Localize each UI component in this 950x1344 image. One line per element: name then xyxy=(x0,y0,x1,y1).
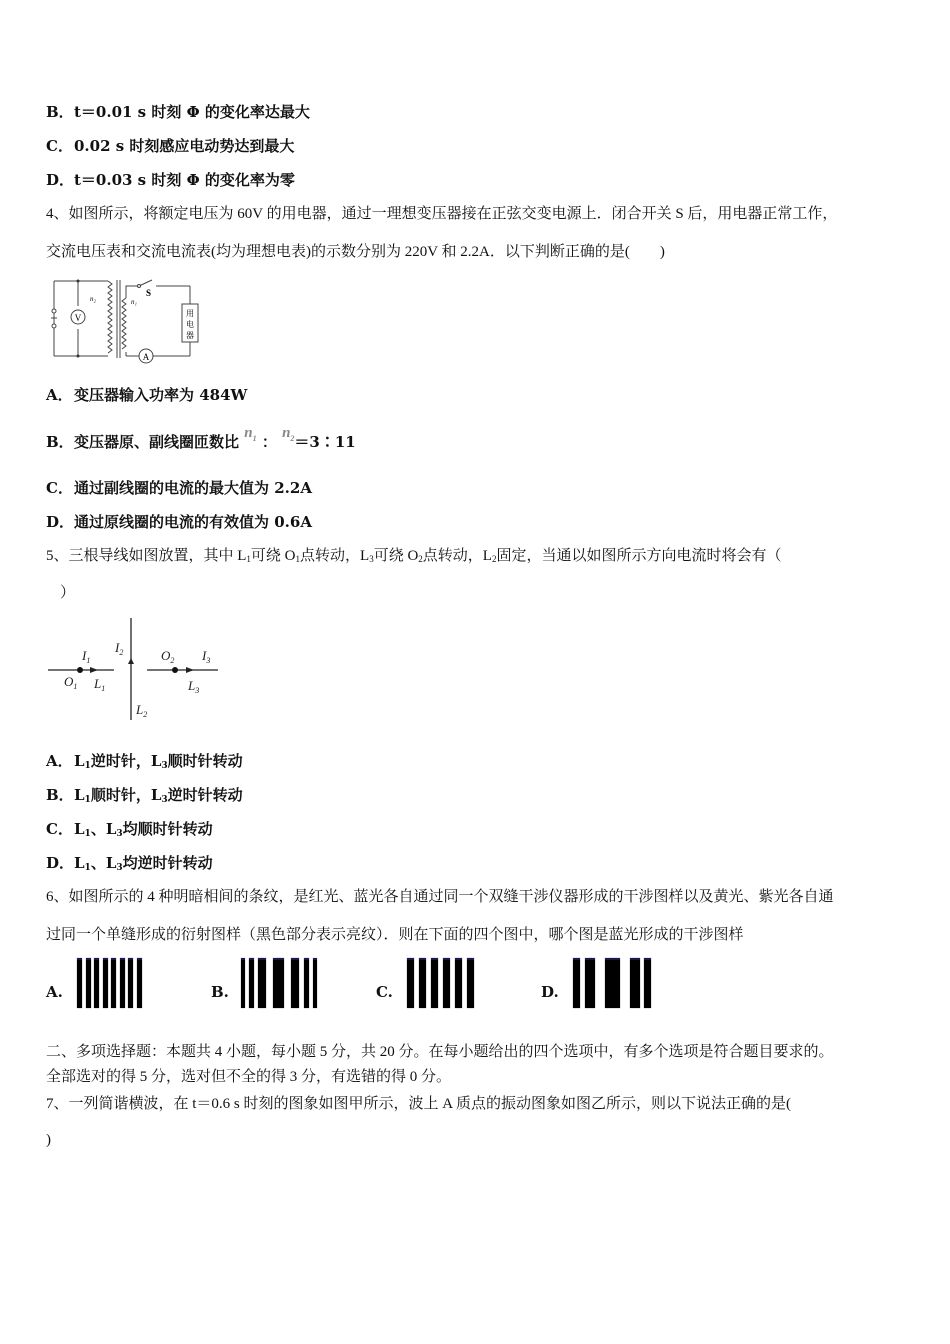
option-letter: C． xyxy=(46,137,73,155)
arrow-i2 xyxy=(128,658,134,664)
q3-option-c xyxy=(46,136,294,156)
arrow-i1 xyxy=(90,667,98,673)
option-letter: B． xyxy=(46,103,74,121)
option-text: 通过原线圈的电流的有效值为 0.6A xyxy=(74,513,312,531)
n2-symbol: $n_2$ xyxy=(282,425,295,443)
q5-option-d: D．$L_1$、$L_3$均逆时针转动 xyxy=(46,854,213,873)
ratio-value: ＝3∶11 xyxy=(294,433,356,451)
arrow-i3 xyxy=(186,667,194,673)
fringe-pattern-a xyxy=(77,958,143,1008)
option-letter: D． xyxy=(46,171,75,189)
section2-instructions-line2: 全部选对的得 5 分，选对但不全的得 3 分，有选错的得 0 分。 xyxy=(46,1069,452,1085)
q6-option-b-label: B. xyxy=(211,983,229,1001)
label-o2: $O_2$ xyxy=(161,648,175,665)
option-letter: B． xyxy=(46,433,74,451)
load-label-1: 用 xyxy=(186,309,194,318)
fringe-pattern-c xyxy=(407,958,479,1008)
q7-stem-line2: ) xyxy=(46,1132,51,1148)
q4-option-a xyxy=(46,385,247,405)
option-text: 通过副线圈的电流的最大值为 2.2A xyxy=(74,479,312,497)
ac-source-terminal xyxy=(52,324,56,328)
ratio-colon: ： xyxy=(261,433,277,451)
q4-option-b xyxy=(46,425,356,459)
q6-option-d-label: D. xyxy=(541,983,559,1001)
transformer-circuit-diagram xyxy=(44,276,204,366)
q6-stem-line1: 6、如图所示的 4 种明暗相间的条纹，是红光、蓝光各自通过同一个双缝干涉仪器形成的干涉图样以及黄光、紫光各自通 xyxy=(46,889,834,905)
option-text: 变压器输入功率为 484W xyxy=(74,386,248,404)
q5-option-c: C．$L_1$、$L_3$均顺时针转动 xyxy=(46,820,213,839)
label-o1: $O_1$ xyxy=(64,674,78,691)
q3-option-d xyxy=(46,170,295,190)
label-i2: $I_2$ xyxy=(115,640,124,657)
section2-instructions-line1: 二、多项选择题：本题共 4 小题，每小题 5 分，共 20 分。在每小题给出的四个选项中，有多个选项是符合题目要求的。 xyxy=(46,1044,834,1060)
q5-option-a: A．$L_1$逆时针，$L_3$顺时针转动 xyxy=(46,752,243,771)
q5-stem-line1: 5、三根导线如图放置，其中 $L_1$可绕 $O_1$点转动，$L_3$可绕 $O_2$点转动，$L_2$固定，当通以如图所示方向电流时将会有（ xyxy=(46,548,782,564)
option-letter: C． xyxy=(46,479,73,497)
q5-stem-line2: ） xyxy=(60,585,76,601)
junction-dot xyxy=(77,280,80,283)
pivot-o1 xyxy=(77,667,83,673)
voltmeter-label: V xyxy=(74,313,82,323)
label-i1: $I_1$ xyxy=(82,648,91,665)
option-letter: D． xyxy=(46,513,75,531)
q5-option-b: B．$L_1$顺时针，$L_3$逆时针转动 xyxy=(46,786,243,805)
fringe-pattern-b xyxy=(241,958,317,1008)
coil-n2-label: n₂ xyxy=(90,295,96,303)
load-label-3: 器 xyxy=(186,331,194,340)
q6-stem-line2: 过同一个单缝形成的衍射图样（黑色部分表示亮纹）．则在下面的四个图中，哪个图是蓝光形成的干涉图样 xyxy=(46,927,744,943)
label-l3: $L_3$ xyxy=(188,678,200,695)
option-text: 0.02 s 时刻感应电动势达到最大 xyxy=(74,137,295,155)
q7-stem-line1: 7、一列简谐横波，在 t＝0.6 s 时刻的图象如图甲所示，波上 A 质点的振动图象如图乙所示，则以下说法正确的是( xyxy=(46,1096,792,1112)
q4-option-c xyxy=(46,478,312,498)
wires-diagram xyxy=(44,614,224,724)
option-text: 变压器原、副线圈匝数比 xyxy=(74,433,240,451)
coil-n1-label: n₁ xyxy=(131,298,137,306)
pivot-o2 xyxy=(172,667,178,673)
switch-pivot xyxy=(138,285,141,288)
q4-option-d xyxy=(46,512,312,532)
q4-stem-line1: 4、如图所示，将额定电压为 60V 的用电器，通过一理想变压器接在正弦交变电源上．闭合开关 S 后，用电器正常工作， xyxy=(46,206,838,222)
q3-option-b xyxy=(46,102,310,122)
label-l1: $L_1$ xyxy=(94,676,106,693)
n1-symbol: $n_1$ xyxy=(244,425,257,443)
label-i3: $I_3$ xyxy=(202,648,211,665)
fringe-pattern-d xyxy=(573,958,653,1008)
q6-option-a-label: A. xyxy=(46,983,63,1001)
switch-label: S xyxy=(146,288,152,298)
load-label-2: 电 xyxy=(186,320,194,329)
option-text: t＝0.03 s 时刻 Φ 的变化率为零 xyxy=(74,171,295,189)
q6-option-c-label: C. xyxy=(376,983,393,1001)
option-text: t＝0.01 s 时刻 Φ 的变化率达最大 xyxy=(74,103,310,121)
junction-dot xyxy=(77,355,80,358)
ammeter-label: A xyxy=(142,352,150,362)
option-letter: A． xyxy=(46,386,73,404)
q4-stem-line2: 交流电压表和交流电流表(均为理想电表)的示数分别为 220V 和 2.2A．以下判断正确的是( ) xyxy=(46,244,665,260)
label-l2: $L_2$ xyxy=(136,702,148,719)
ac-source-terminal xyxy=(52,309,56,313)
